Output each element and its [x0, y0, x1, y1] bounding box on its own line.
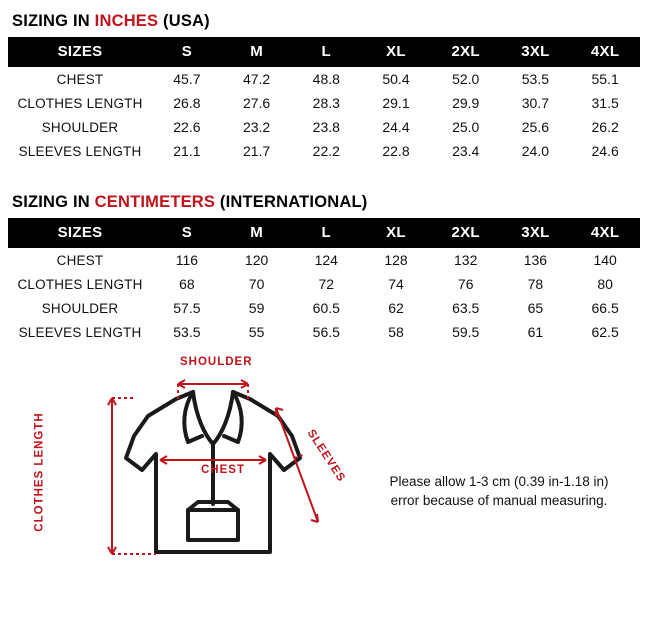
- cell: 25.0: [431, 115, 501, 139]
- cell: 24.0: [501, 139, 571, 163]
- column-header-4xl: 4XL: [570, 218, 640, 248]
- cell: 58: [361, 320, 431, 344]
- cell: 26.8: [152, 91, 222, 115]
- cell: 128: [361, 248, 431, 272]
- column-header-l: L: [291, 37, 361, 67]
- cell: 23.4: [431, 139, 501, 163]
- cell: 26.2: [570, 115, 640, 139]
- cell: 50.4: [361, 67, 431, 91]
- table-row: [8, 139, 640, 163]
- cell: 47.2: [222, 67, 292, 91]
- label-shoulder: SHOULDER: [180, 356, 253, 368]
- cell: 72: [291, 272, 361, 296]
- cell: 80: [570, 272, 640, 296]
- cell: 59: [222, 296, 292, 320]
- table-row: [8, 115, 640, 139]
- cell: 48.8: [291, 67, 361, 91]
- row-label-sleeves-length: SLEEVES LENGTH: [8, 320, 152, 344]
- column-header-m: M: [222, 37, 292, 67]
- cell: 21.1: [152, 139, 222, 163]
- column-header-3xl: 3XL: [501, 218, 571, 248]
- cell: 25.6: [501, 115, 571, 139]
- cell: 59.5: [431, 320, 501, 344]
- column-header-3xl: 3XL: [501, 37, 571, 67]
- cell: 21.7: [222, 139, 292, 163]
- cell: 65: [501, 296, 571, 320]
- section-title-suffix: (USA): [158, 12, 210, 30]
- cell: 24.6: [570, 139, 640, 163]
- cell: 66.5: [570, 296, 640, 320]
- section-title-prefix: SIZING IN: [12, 193, 95, 211]
- table-row: [8, 248, 640, 272]
- row-label-clothes-length: CLOTHES LENGTH: [8, 272, 152, 296]
- section-title-inches: [12, 12, 640, 31]
- cell: 61: [501, 320, 571, 344]
- row-label-sleeves-length: SLEEVES LENGTH: [8, 139, 152, 163]
- cell: 56.5: [291, 320, 361, 344]
- column-header-xl: XL: [361, 37, 431, 67]
- measurement-note: Please allow 1-3 cm (0.39 in-1.18 in) error because of manual measuring.: [389, 474, 609, 508]
- table-row: [8, 272, 640, 296]
- measurement-diagram: [8, 354, 640, 612]
- table-row: [8, 67, 640, 91]
- cell: 136: [501, 248, 571, 272]
- cell: 124: [291, 248, 361, 272]
- cell: 62: [361, 296, 431, 320]
- column-header-2xl: 2XL: [431, 37, 501, 67]
- cell: 28.3: [291, 91, 361, 115]
- cell: 53.5: [501, 67, 571, 91]
- cell: 30.7: [501, 91, 571, 115]
- label-sleeves: SLEEVES: [304, 427, 348, 485]
- cell: 63.5: [431, 296, 501, 320]
- section-title-suffix: (INTERNATIONAL): [215, 193, 368, 211]
- cell: 29.1: [361, 91, 431, 115]
- table-row: [8, 320, 640, 344]
- label-clothes-length: CLOTHES LENGTH: [33, 412, 46, 532]
- section-title-centimeters: [12, 193, 640, 212]
- table-header-row: [8, 37, 640, 67]
- cell: 29.9: [431, 91, 501, 115]
- cell: 23.8: [291, 115, 361, 139]
- row-label-chest: CHEST: [8, 67, 152, 91]
- cell: 53.5: [152, 320, 222, 344]
- column-header-4xl: 4XL: [570, 37, 640, 67]
- cell: 23.2: [222, 115, 292, 139]
- column-header-sizes: SIZES: [8, 218, 152, 248]
- cell: 57.5: [152, 296, 222, 320]
- cell: 22.2: [291, 139, 361, 163]
- cell: 70: [222, 272, 292, 296]
- cell: 68: [152, 272, 222, 296]
- cell: 78: [501, 272, 571, 296]
- cell: 31.5: [570, 91, 640, 115]
- section-title-accent: INCHES: [94, 12, 159, 30]
- section-title-prefix: SIZING IN: [12, 12, 95, 30]
- cell: 55.1: [570, 67, 640, 91]
- column-header-2xl: 2XL: [431, 218, 501, 248]
- section-title-accent: CENTIMETERS: [94, 193, 216, 211]
- row-label-shoulder: SHOULDER: [8, 296, 152, 320]
- cell: 22.6: [152, 115, 222, 139]
- cell: 116: [152, 248, 222, 272]
- column-header-xl: XL: [361, 218, 431, 248]
- label-chest: CHEST: [201, 464, 245, 476]
- table-row: [8, 296, 640, 320]
- cell: 27.6: [222, 91, 292, 115]
- column-header-s: S: [152, 37, 222, 67]
- cell: 140: [570, 248, 640, 272]
- cell: 45.7: [152, 67, 222, 91]
- cell: 22.8: [361, 139, 431, 163]
- cell: 120: [222, 248, 292, 272]
- column-header-s: S: [152, 218, 222, 248]
- column-header-m: M: [222, 218, 292, 248]
- size-table-inches: [8, 37, 640, 163]
- cell: 55: [222, 320, 292, 344]
- section-spacer: [8, 163, 640, 181]
- cell: 132: [431, 248, 501, 272]
- row-label-clothes-length: CLOTHES LENGTH: [8, 91, 152, 115]
- cell: 52.0: [431, 67, 501, 91]
- row-label-shoulder: SHOULDER: [8, 115, 152, 139]
- table-row: [8, 91, 640, 115]
- column-header-l: L: [291, 218, 361, 248]
- size-table-centimeters: [8, 218, 640, 344]
- cell: 62.5: [570, 320, 640, 344]
- size-chart-page: [0, 12, 648, 640]
- column-header-sizes: SIZES: [8, 37, 152, 67]
- cell: 76: [431, 272, 501, 296]
- row-label-chest: CHEST: [8, 248, 152, 272]
- cell: 74: [361, 272, 431, 296]
- table-header-row: [8, 218, 640, 248]
- cell: 24.4: [361, 115, 431, 139]
- cell: 60.5: [291, 296, 361, 320]
